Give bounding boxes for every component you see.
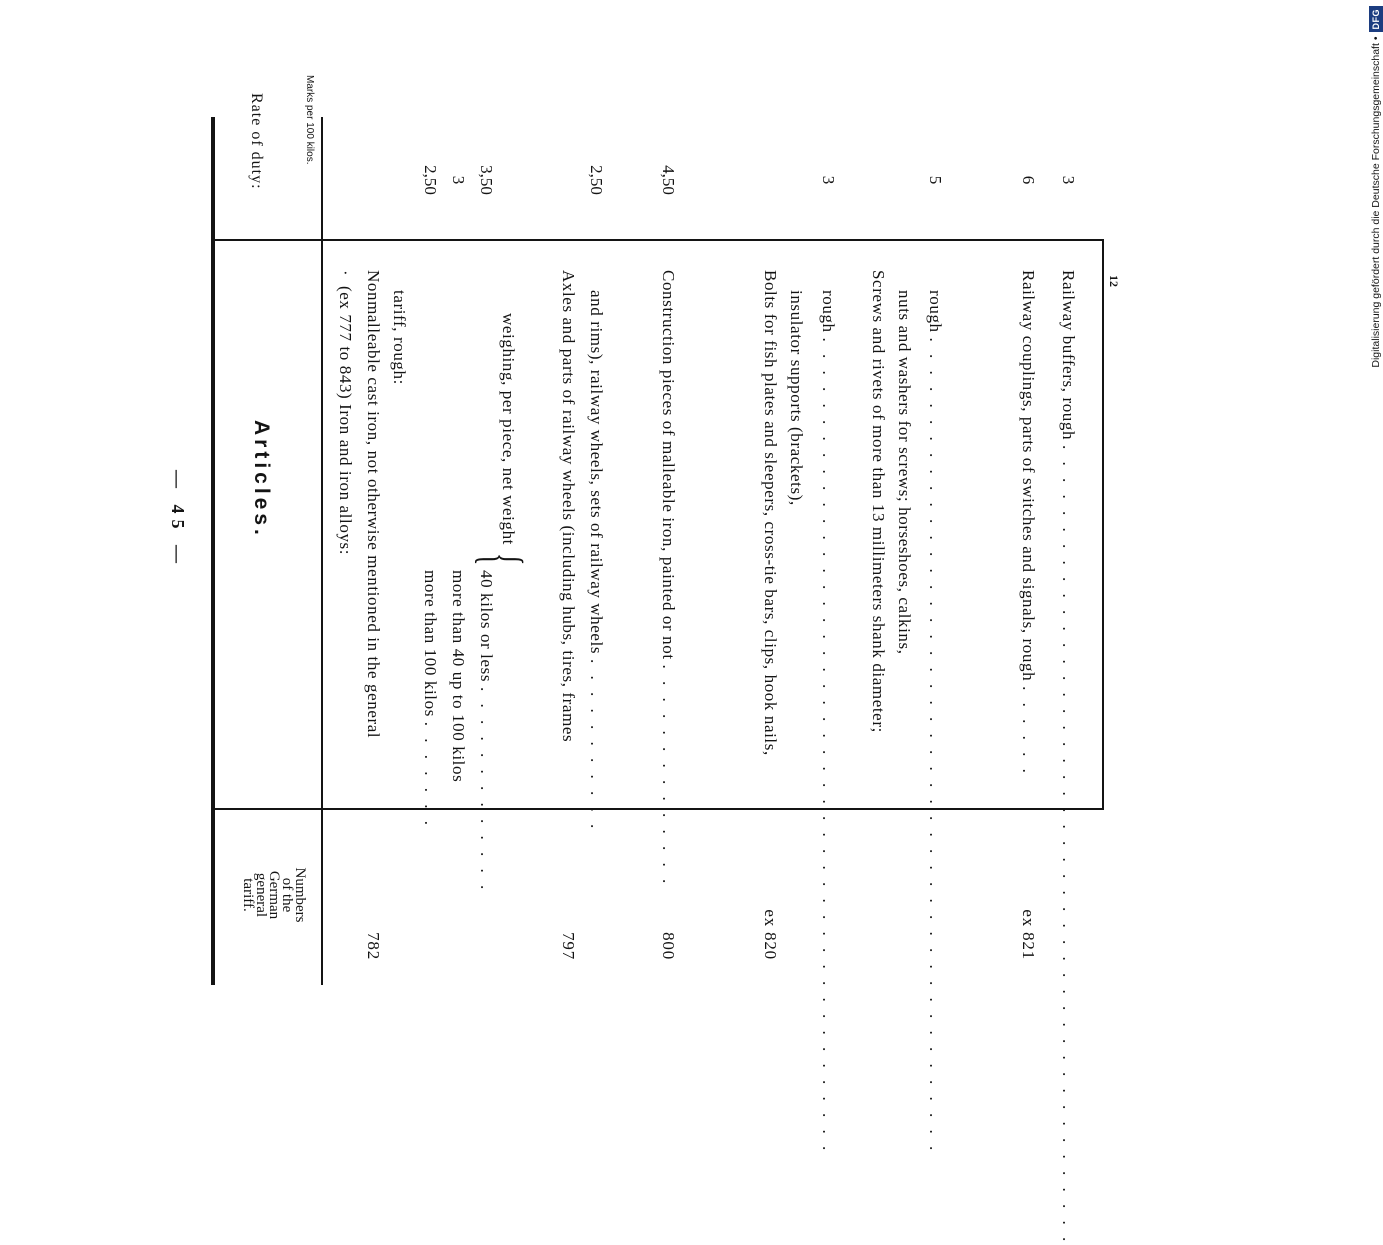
- table-bottom-rule: [1102, 240, 1104, 808]
- leader-dots: . . . . . . . . . . . . .: [477, 686, 496, 894]
- article-text: [1018, 270, 1038, 777]
- duty-rate: 2,50: [421, 165, 440, 195]
- weight-class-text: more than 40 up to 100 kilos: [449, 570, 468, 783]
- header-numbers-line: tariff.: [240, 878, 256, 912]
- leader-dots: . . . . . .: [1019, 686, 1038, 777]
- article-text-line: Railway buffers, rough: [1059, 270, 1078, 441]
- article-text-line: rough: [926, 290, 945, 333]
- tariff-number: 782: [364, 932, 383, 960]
- digitization-footer: [1365, 6, 1383, 398]
- header-rule: [321, 117, 323, 985]
- leader-dots: . . . . . . . . . . . . . . . . . . . . . . . . . . . . . . . . . . . . . . . . . . . . . . . . . .: [926, 337, 945, 1155]
- weight-class: [448, 570, 468, 782]
- tariff-number: ex 821: [1019, 909, 1038, 960]
- duty-rate: 3: [449, 175, 468, 185]
- section-intro: [335, 270, 355, 555]
- tariff-number: 797: [559, 932, 578, 960]
- duty-rate: 2,50: [587, 165, 606, 195]
- article-text: insulator supports (brackets),: [787, 290, 806, 506]
- section-intro-text: (ex 777 to 843) Iron and iron alloys:: [336, 285, 355, 556]
- weighing-label: weighing, per piece, net weight: [499, 313, 518, 545]
- leader-dots: . . . . . . .: [421, 721, 440, 830]
- leader-dots: . . . . . . . . . . . . . . . . . . . . . . . . . . . . . . . . . . . . . . . . . . . . . . . . .: [1059, 444, 1078, 1245]
- weighing-brace: {: [470, 553, 535, 566]
- section-intro-mark: ·: [336, 270, 355, 286]
- leader-dots: . . . . . . . . . . . . . .: [659, 664, 678, 888]
- article-text: Bolts for fish plates and sleepers, cross-tie bars, clips, hook nails,: [761, 270, 780, 756]
- header-rate-unit: Marks per 100 kilos.: [304, 75, 315, 165]
- leader-dots: . . . . . . . . . . .: [587, 658, 606, 833]
- article-text-line: rough: [819, 290, 838, 333]
- header-numbers-line: Numbers: [292, 867, 308, 923]
- article-text: Axles and parts of railway wheels (including hubs, tires, frames: [559, 270, 578, 743]
- duty-rate: 4,50: [659, 165, 678, 195]
- weight-class-text: more than 100 kilos: [421, 570, 440, 717]
- tariff-number: ex 820: [761, 909, 780, 960]
- duty-rate: 6: [1019, 175, 1038, 185]
- header-articles: Articles.: [250, 420, 273, 539]
- article-text: [1058, 270, 1078, 1245]
- article-text: Nonmalleable cast iron, not otherwise mentioned in the general: [364, 270, 383, 739]
- article-text: [658, 270, 678, 887]
- duty-rate: 3: [1059, 175, 1078, 185]
- leader-dots: . . . . . . . . . . . . . . . . . . . . . . . . . . . . . . . . . . . . . . . . . . . . . . . . . .: [819, 337, 838, 1155]
- article-text-line: and rims), railway wheels, sets of railway wheels: [587, 290, 606, 655]
- tariff-number: 800: [659, 932, 678, 960]
- footer-text: Digitalisierung gefördert durch die Deutsche Forschungsgemeinschaft •: [1370, 36, 1382, 368]
- header-rate: Rate of duty:: [248, 93, 265, 190]
- header-numbers-line: German: [266, 870, 282, 920]
- page-number: — 45 —: [168, 470, 188, 569]
- weight-class-text: 40 kilos or less: [477, 570, 496, 683]
- header-numbers: [241, 820, 306, 970]
- article-text: [586, 290, 606, 832]
- weight-class: [420, 570, 440, 829]
- header-numbers-line: of the: [279, 877, 295, 913]
- article-text: Screws and rivets of more than 13 millimeters shank diameter;: [869, 270, 888, 733]
- dfg-logo: DFG: [1369, 6, 1383, 33]
- sheet-mark: 12: [1107, 275, 1121, 287]
- duty-rate: 3,50: [477, 165, 496, 195]
- article-text-line: Railway couplings, parts of switches and signals, rough: [1019, 270, 1038, 682]
- article-text: tariff, rough:: [390, 290, 409, 385]
- article-text: nuts and washers for screws; horseshoes, calkins,: [895, 290, 914, 655]
- duty-rate: 5: [926, 175, 945, 185]
- column-divider-right: [213, 239, 1104, 241]
- duty-rate: 3: [819, 175, 838, 185]
- article-text: [925, 290, 945, 1154]
- header-numbers-line: general: [253, 872, 269, 918]
- article-text-line: Construction pieces of malleable iron, painted or not: [659, 270, 678, 660]
- weight-class: [476, 570, 496, 893]
- article-text: [818, 290, 838, 1154]
- table-top-rule: [211, 117, 215, 985]
